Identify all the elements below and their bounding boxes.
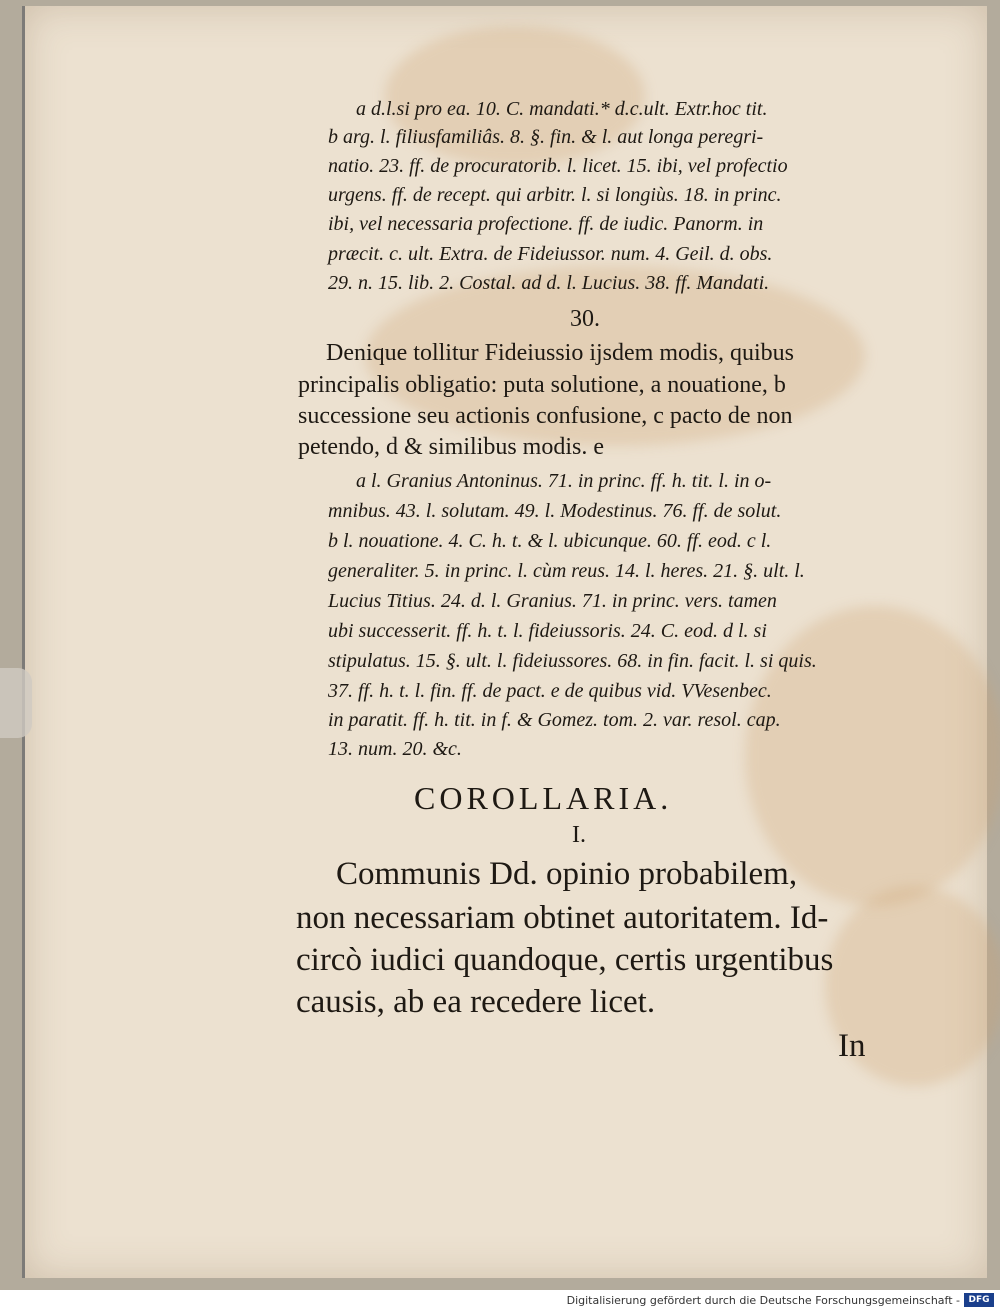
note-line: mnibus. 43. l. solutam. 49. l. Modestinus. 76. ff. de solut. (328, 500, 782, 522)
note-line: ibi, vel necessaria profectione. ff. de iudic. Panorm. in (328, 213, 764, 235)
note-line: in paratit. ff. h. tit. in f. & Gomez. tom. 2. var. resol. cap. (328, 709, 781, 731)
note-line: natio. 23. ff. de procuratorib. l. licet. 15. ibi, vel profectio (328, 155, 788, 177)
paragraph-line: Denique tollitur Fideiussio ijsdem modis, quibus (326, 340, 794, 366)
note-line: Lucius Titius. 24. d. l. Granius. 71. in princ. vers. tamen (328, 590, 777, 612)
note-line: præcit. c. ult. Extra. de Fideiussor. num. 4. Geil. d. obs. (328, 243, 773, 265)
heading: COROLLARIA. (414, 780, 673, 816)
corollary-line: Communis Dd. opinio probabilem, (336, 856, 798, 892)
note-line: a d.l.si pro ea. 10. C. mandati.* d.c.ult. Extr.hoc tit. (356, 98, 768, 120)
dfg-logo: DFG (964, 1293, 994, 1307)
paragraph-line: successione seu actionis confusione, c pacto de non (298, 403, 793, 429)
corollary-line: causis, ab ea recedere licet. (296, 984, 656, 1020)
note-line: 13. num. 20. &c. (328, 738, 462, 760)
note-line: a l. Granius Antoninus. 71. in princ. ff. h. tit. l. in o- (356, 470, 772, 492)
note-line: b l. nouatione. 4. C. h. t. & l. ubicunque. 60. ff. eod. c l. (328, 530, 772, 552)
note-line: urgens. ff. de recept. qui arbitr. l. si longiùs. 18. in princ. (328, 184, 782, 206)
note-line: 29. n. 15. lib. 2. Costal. ad d. l. Lucius. 38. ff. Mandati. (328, 272, 770, 294)
corollary-line: circò iudici quandoque, certis urgentibus (296, 942, 834, 978)
paragraph-line: principalis obligatio: puta solutione, a nouatione, b (298, 372, 786, 398)
page-clip-tab (0, 668, 32, 738)
note-line: 37. ff. h. t. l. fin. ff. de pact. e de quibus vid. VVesenbec. (328, 680, 772, 702)
note-line: generaliter. 5. in princ. l. cùm reus. 14. l. heres. 21. §. ult. l. (328, 560, 805, 582)
footer-notice: Digitalisierung gefördert durch die Deutsche Forschungsgemeinschaft - (566, 1294, 960, 1307)
paragraph-line: petendo, d & similibus modis. e (298, 434, 604, 460)
corollary-line: non necessariam obtinet autoritatem. Id- (296, 900, 829, 936)
note-line: b arg. l. filiusfamiliâs. 8. §. fin. & l. aut longa peregri- (328, 126, 764, 148)
corollary-number: I. (572, 822, 586, 848)
note-line: ubi successerit. ff. h. t. l. fideiussoris. 24. C. eod. d l. si (328, 620, 767, 642)
catchword: In (838, 1028, 866, 1064)
note-line: stipulatus. 15. §. ult. l. fideiussores. 68. in fin. facit. l. si quis. (328, 650, 817, 672)
section-number: 30. (570, 306, 600, 332)
